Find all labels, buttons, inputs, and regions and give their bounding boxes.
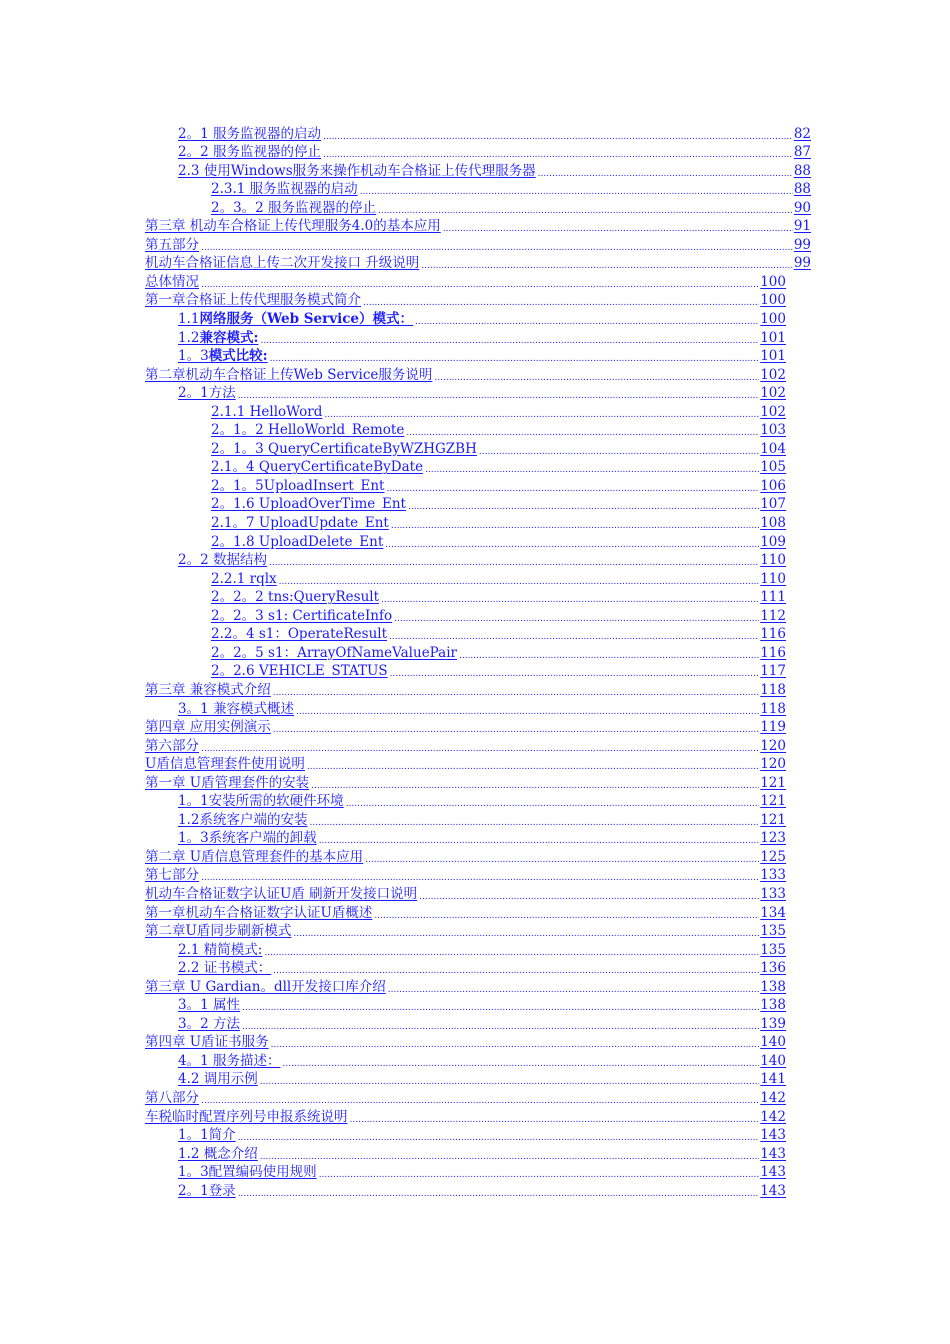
toc-dot-leader <box>323 126 793 142</box>
toc-dot-leader <box>307 756 759 772</box>
toc-entry-title: 第三章 机动车合格证上传代理服务4.0的基本应用 <box>145 218 441 235</box>
toc-entry[interactable] <box>178 698 786 717</box>
toc-entry-page-number: 142 <box>760 1108 786 1125</box>
toc-entry-title: 2.1.1 HelloWord <box>211 403 323 420</box>
toc-entry-page-number: 88 <box>793 162 811 179</box>
toc-entry-bold-title: 兼容模式: <box>199 329 259 346</box>
toc-dot-leader <box>201 1090 759 1106</box>
toc-entry-title: 3。1 兼容模式概述 <box>178 700 294 717</box>
toc-entry-title: 第一章 U盾管理套件的安装 <box>145 774 310 791</box>
toc-entry-title: 第一章机动车合格证数字认证U盾概述 <box>145 904 373 921</box>
toc-entry-title: 2。2。5 s1：ArrayOfNameValuePair <box>211 644 457 661</box>
toc-entry[interactable] <box>145 883 786 902</box>
toc-entry-title: 2.2 证书模式： <box>178 960 272 977</box>
toc-entry-title: 第五部分 <box>145 236 199 253</box>
toc-entry-page-number: 87 <box>793 144 811 161</box>
toc-entry[interactable] <box>178 791 786 810</box>
toc-entry[interactable] <box>178 1050 786 1069</box>
toc-entry[interactable] <box>145 754 786 773</box>
toc-entry-title: 2。1.6 UploadOverTime_Ent <box>211 496 406 513</box>
toc-entry[interactable] <box>178 995 786 1014</box>
toc-dot-leader <box>273 719 759 735</box>
toc-entry-title: 1.2 概念介绍 <box>178 1145 258 1162</box>
toc-dot-leader <box>269 552 759 568</box>
toc-entry[interactable] <box>178 550 786 569</box>
toc-entry[interactable] <box>178 383 786 402</box>
toc-entry[interactable] <box>178 346 786 365</box>
table-of-contents <box>0 123 950 1199</box>
toc-entry-page-number: 119 <box>760 719 786 736</box>
toc-entry-title: 2.3 使用Windows服务来操作机动车合格证上传代理服务器 <box>178 162 536 179</box>
toc-entry[interactable] <box>178 939 786 958</box>
toc-entry[interactable] <box>178 1143 786 1162</box>
toc-entry[interactable] <box>145 772 786 791</box>
toc-entry-page-number: 100 <box>760 292 786 309</box>
toc-entry-page-number: 133 <box>760 867 786 884</box>
toc-entry[interactable] <box>145 1087 786 1106</box>
toc-entry-title: 4.2 调用示例 <box>178 1071 258 1088</box>
toc-entry-page-number: 110 <box>760 570 786 587</box>
toc-dot-leader <box>323 144 793 160</box>
toc-entry-page-number: 143 <box>760 1127 786 1144</box>
toc-entry[interactable] <box>145 846 786 865</box>
toc-entry[interactable] <box>178 828 786 847</box>
toc-entry-page-number: 120 <box>760 737 786 754</box>
toc-entry-page-number: 143 <box>760 1182 786 1199</box>
toc-dot-leader <box>388 979 759 995</box>
toc-dot-leader <box>282 1053 759 1069</box>
toc-entry-page-number: 105 <box>760 459 786 476</box>
toc-entry-title: 机动车合格证数字认证U盾 刷新开发接口说明 <box>145 885 418 902</box>
toc-dot-leader <box>365 849 759 865</box>
toc-dot-leader <box>238 1127 760 1143</box>
toc-entry-title: 2.3.1 服务监视器的启动 <box>211 181 358 198</box>
toc-dot-leader <box>264 942 759 958</box>
toc-entry-page-number: 101 <box>760 348 786 365</box>
toc-dot-leader <box>201 237 793 253</box>
toc-entry-page-number: 116 <box>760 626 786 643</box>
toc-entry[interactable] <box>145 234 811 253</box>
toc-dot-leader <box>443 218 793 234</box>
toc-entry-title: 3。1 属性 <box>178 997 240 1014</box>
toc-entry[interactable] <box>178 809 786 828</box>
toc-entry-title: 2。3。2 服务监视器的停止 <box>211 199 377 216</box>
toc-dot-leader <box>390 663 760 679</box>
toc-entry-title: 第三章 U Gardian。dll开发接口库介绍 <box>145 978 386 995</box>
toc-entry-page-number: 118 <box>760 681 786 698</box>
toc-entry-title: 1.2系统客户端的安装 <box>178 811 308 828</box>
toc-entry-title: 第七部分 <box>145 867 199 884</box>
toc-entry-title: 2。1。2 HelloWorld_Remote <box>211 422 405 439</box>
toc-dot-leader <box>324 404 759 420</box>
toc-entry-title: 2.1。4 QueryCertificateByDate <box>211 459 424 476</box>
toc-entry-page-number: 142 <box>760 1089 786 1106</box>
toc-entry-title <box>178 348 270 364</box>
toc-dot-leader <box>360 181 793 197</box>
toc-dot-leader <box>279 571 760 587</box>
toc-entry-page-number: 108 <box>760 515 786 532</box>
toc-entry-page-number: 138 <box>760 978 786 995</box>
toc-entry-page-number: 100 <box>760 311 786 328</box>
toc-entry-title: 2。1 服务监视器的启动 <box>178 125 321 142</box>
toc-entry-page-number: 102 <box>760 385 786 402</box>
toc-entry-page-number: 133 <box>760 885 786 902</box>
toc-dot-leader <box>386 478 759 494</box>
toc-entry-page-number: 134 <box>760 904 786 921</box>
toc-entry-page-number: 82 <box>793 125 811 142</box>
toc-dot-leader <box>350 1109 760 1125</box>
toc-entry-title: 2。2.6 VEHICLE_STATUS <box>211 663 388 680</box>
toc-entry-title: 2。1登录 <box>178 1182 236 1199</box>
toc-entry[interactable] <box>145 1032 786 1051</box>
toc-entry[interactable] <box>145 679 786 698</box>
toc-entry-title: 机动车合格证信息上传二次开发接口 升级说明 <box>145 255 420 272</box>
toc-entry-title: 2。2 数据结构 <box>178 552 267 569</box>
toc-entry[interactable] <box>145 865 786 884</box>
toc-entry-title: 第一章合格证上传代理服务模式简介 <box>145 292 361 309</box>
toc-dot-leader <box>260 330 759 346</box>
toc-dot-leader <box>415 311 759 327</box>
toc-entry-page-number: 112 <box>760 607 786 624</box>
toc-entry[interactable] <box>211 605 786 624</box>
toc-dot-leader <box>391 515 759 531</box>
toc-entry[interactable] <box>211 457 786 476</box>
toc-dot-leader <box>201 867 759 883</box>
toc-entry-title: 第四章 应用实例演示 <box>145 719 271 736</box>
toc-entry-page-number: 118 <box>760 700 786 717</box>
toc-entry-page-number: 121 <box>760 793 786 810</box>
toc-entry-number: 1.1 <box>178 311 200 328</box>
toc-dot-leader <box>242 1016 759 1032</box>
toc-entry-page-number: 101 <box>760 329 786 346</box>
toc-dot-leader <box>309 812 759 828</box>
toc-entry-page-number: 91 <box>793 218 811 235</box>
toc-entry[interactable] <box>178 308 786 327</box>
toc-entry-title: 2。1。3 QueryCertificateByWZHGZBH <box>211 440 477 457</box>
toc-entry[interactable] <box>145 364 786 383</box>
toc-entry[interactable] <box>178 1162 786 1181</box>
toc-dot-leader <box>374 905 759 921</box>
toc-entry-page-number: 99 <box>793 255 811 272</box>
toc-dot-leader <box>270 348 760 364</box>
toc-entry[interactable] <box>211 197 811 216</box>
toc-entry-page-number: 100 <box>760 273 786 290</box>
toc-entry-bold-title: 模式比较: <box>208 348 268 365</box>
toc-entry-page-number: 102 <box>760 403 786 420</box>
toc-entry-page-number: 141 <box>760 1071 786 1088</box>
toc-entry[interactable] <box>145 1106 786 1125</box>
toc-entry-page-number: 143 <box>760 1145 786 1162</box>
toc-entry-title: 1。1安装所需的软硬件环境 <box>178 793 344 810</box>
toc-entry-page-number: 117 <box>760 663 786 680</box>
toc-entry-title: 2.1。7 UploadUpdate_Ent <box>211 515 389 532</box>
toc-dot-leader <box>538 163 793 179</box>
toc-entry-page-number: 140 <box>760 1034 786 1051</box>
toc-entry-page-number: 136 <box>760 960 786 977</box>
toc-dot-leader <box>363 292 759 308</box>
toc-entry-page-number: 143 <box>760 1164 786 1181</box>
toc-dot-leader <box>201 738 759 754</box>
toc-dot-leader <box>273 960 759 976</box>
toc-entry[interactable] <box>145 717 786 736</box>
toc-entry[interactable] <box>211 568 786 587</box>
toc-entry[interactable] <box>211 661 786 680</box>
toc-entry[interactable] <box>211 624 786 643</box>
toc-entry-page-number: 120 <box>760 756 786 773</box>
toc-entry[interactable] <box>145 735 786 754</box>
toc-dot-leader <box>385 534 759 550</box>
toc-entry-page-number: 102 <box>760 366 786 383</box>
toc-entry-page-number: 123 <box>760 830 786 847</box>
toc-dot-leader <box>406 422 759 438</box>
toc-entry-title: 第二章U盾同步刷新模式 <box>145 923 292 940</box>
toc-entry-page-number: 121 <box>760 774 786 791</box>
toc-entry-title: 2。1方法 <box>178 385 236 402</box>
toc-entry[interactable] <box>211 512 786 531</box>
toc-entry-bold-title: 网络服务（Web Service）模式： <box>199 311 414 328</box>
toc-entry[interactable] <box>178 327 786 346</box>
toc-entry-page-number: 109 <box>760 533 786 550</box>
toc-dot-leader <box>434 367 759 383</box>
toc-dot-leader <box>271 1034 760 1050</box>
toc-dot-leader <box>394 608 759 624</box>
toc-entry-page-number: 99 <box>793 236 811 253</box>
toc-dot-leader <box>260 1146 759 1162</box>
toc-dot-leader <box>201 274 759 290</box>
toc-entry-title: 1。1简介 <box>178 1127 236 1144</box>
toc-entry[interactable] <box>178 1125 786 1144</box>
toc-entry-page-number: 139 <box>760 1015 786 1032</box>
toc-entry[interactable] <box>211 401 786 420</box>
toc-entry[interactable] <box>145 253 811 272</box>
toc-dot-leader <box>238 385 760 401</box>
toc-entry-page-number: 103 <box>760 422 786 439</box>
toc-entry-title: 2。1。5UploadInsert_Ent <box>211 477 385 494</box>
toc-entry-page-number: 90 <box>793 199 811 216</box>
toc-entry-title: 2。2。2 tns:QueryResult <box>211 589 380 606</box>
toc-entry-title: 2.2.1 rqlx <box>211 570 277 587</box>
toc-entry-page-number: 138 <box>760 997 786 1014</box>
toc-entry[interactable] <box>178 1013 786 1032</box>
toc-dot-leader <box>296 701 759 717</box>
toc-entry-page-number: 111 <box>760 589 786 606</box>
toc-entry[interactable] <box>145 921 786 940</box>
toc-entry[interactable] <box>145 216 811 235</box>
toc-dot-leader <box>425 459 759 475</box>
toc-entry-page-number: 135 <box>760 923 786 940</box>
toc-entry-page-number: 135 <box>760 941 786 958</box>
toc-entry[interactable] <box>145 902 786 921</box>
toc-entry-title: 第四章 U盾证书服务 <box>145 1034 269 1051</box>
toc-entry-title: 第三章 兼容模式介绍 <box>145 681 271 698</box>
toc-entry[interactable] <box>211 642 786 661</box>
toc-entry-title: U盾信息管理套件使用说明 <box>145 756 305 773</box>
toc-dot-leader <box>242 997 759 1013</box>
toc-entry[interactable] <box>211 179 811 198</box>
toc-dot-leader <box>346 793 760 809</box>
toc-dot-leader <box>238 1183 760 1199</box>
toc-entry[interactable] <box>178 958 786 977</box>
toc-dot-leader <box>319 830 760 846</box>
toc-entry-number: 1.2 <box>178 329 200 346</box>
toc-entry[interactable] <box>178 142 811 161</box>
toc-entry-title: 第六部分 <box>145 737 199 754</box>
toc-entry-title: 2.2。4 s1：OperateResult <box>211 626 388 643</box>
toc-entry-page-number: 104 <box>760 440 786 457</box>
toc-entry[interactable] <box>145 271 786 290</box>
toc-dot-leader <box>260 1071 759 1087</box>
toc-entry-title <box>178 330 260 346</box>
toc-entry-title: 第二章 U盾信息管理套件的基本应用 <box>145 848 364 865</box>
toc-entry-title: 总体情况 <box>145 273 199 290</box>
toc-entry[interactable] <box>211 494 786 513</box>
toc-entry[interactable] <box>211 475 786 494</box>
toc-dot-leader <box>319 1164 760 1180</box>
toc-entry[interactable] <box>145 976 786 995</box>
toc-entry[interactable] <box>178 1069 786 1088</box>
toc-entry[interactable] <box>178 160 811 179</box>
toc-entry[interactable] <box>178 1180 786 1199</box>
toc-entry-page-number: 107 <box>760 496 786 513</box>
toc-entry-title: 第八部分 <box>145 1089 199 1106</box>
toc-dot-leader <box>311 775 759 791</box>
toc-entry-page-number: 121 <box>760 811 786 828</box>
toc-entry[interactable] <box>178 123 811 142</box>
toc-dot-leader <box>273 682 759 698</box>
toc-entry-page-number: 88 <box>793 181 811 198</box>
toc-entry-page-number: 110 <box>760 552 786 569</box>
toc-entry-title: 4。1 服务描述： <box>178 1052 281 1069</box>
toc-dot-leader <box>293 923 759 939</box>
toc-dot-leader <box>381 589 759 605</box>
toc-entry-page-number: 106 <box>760 477 786 494</box>
toc-dot-leader <box>378 200 793 216</box>
toc-entry-title: 车税临时配置序列号申报系统说明 <box>145 1108 348 1125</box>
toc-entry-page-number: 125 <box>760 848 786 865</box>
toc-entry-page-number: 140 <box>760 1052 786 1069</box>
toc-entry-title: 2。2。3 s1: CertificateInfo <box>211 607 393 624</box>
toc-entry[interactable] <box>211 420 786 439</box>
toc-entry-title <box>178 311 415 327</box>
toc-entry-page-number: 116 <box>760 644 786 661</box>
toc-entry-title: 2。1.8 UploadDelete_Ent <box>211 533 384 550</box>
toc-entry-title: 第二章机动车合格证上传Web Service服务说明 <box>145 366 433 383</box>
toc-entry[interactable] <box>211 587 786 606</box>
toc-dot-leader <box>419 886 759 902</box>
toc-entry-number: 1。3 <box>178 348 209 365</box>
toc-dot-leader <box>389 626 759 642</box>
toc-entry-title: 2。2 服务监视器的停止 <box>178 144 321 161</box>
toc-entry[interactable] <box>211 531 786 550</box>
toc-dot-leader <box>408 496 759 512</box>
toc-entry-title: 3。2 方法 <box>178 1015 240 1032</box>
toc-dot-leader <box>459 645 759 661</box>
toc-entry-title: 1。3系统客户端的卸载 <box>178 830 317 847</box>
toc-entry[interactable] <box>145 290 786 309</box>
toc-dot-leader <box>479 441 759 457</box>
toc-entry[interactable] <box>211 438 786 457</box>
toc-entry-title: 2.1 精简模式: <box>178 941 263 958</box>
toc-entry-title: 1。3配置编码使用规则 <box>178 1164 317 1181</box>
toc-dot-leader <box>421 255 793 271</box>
